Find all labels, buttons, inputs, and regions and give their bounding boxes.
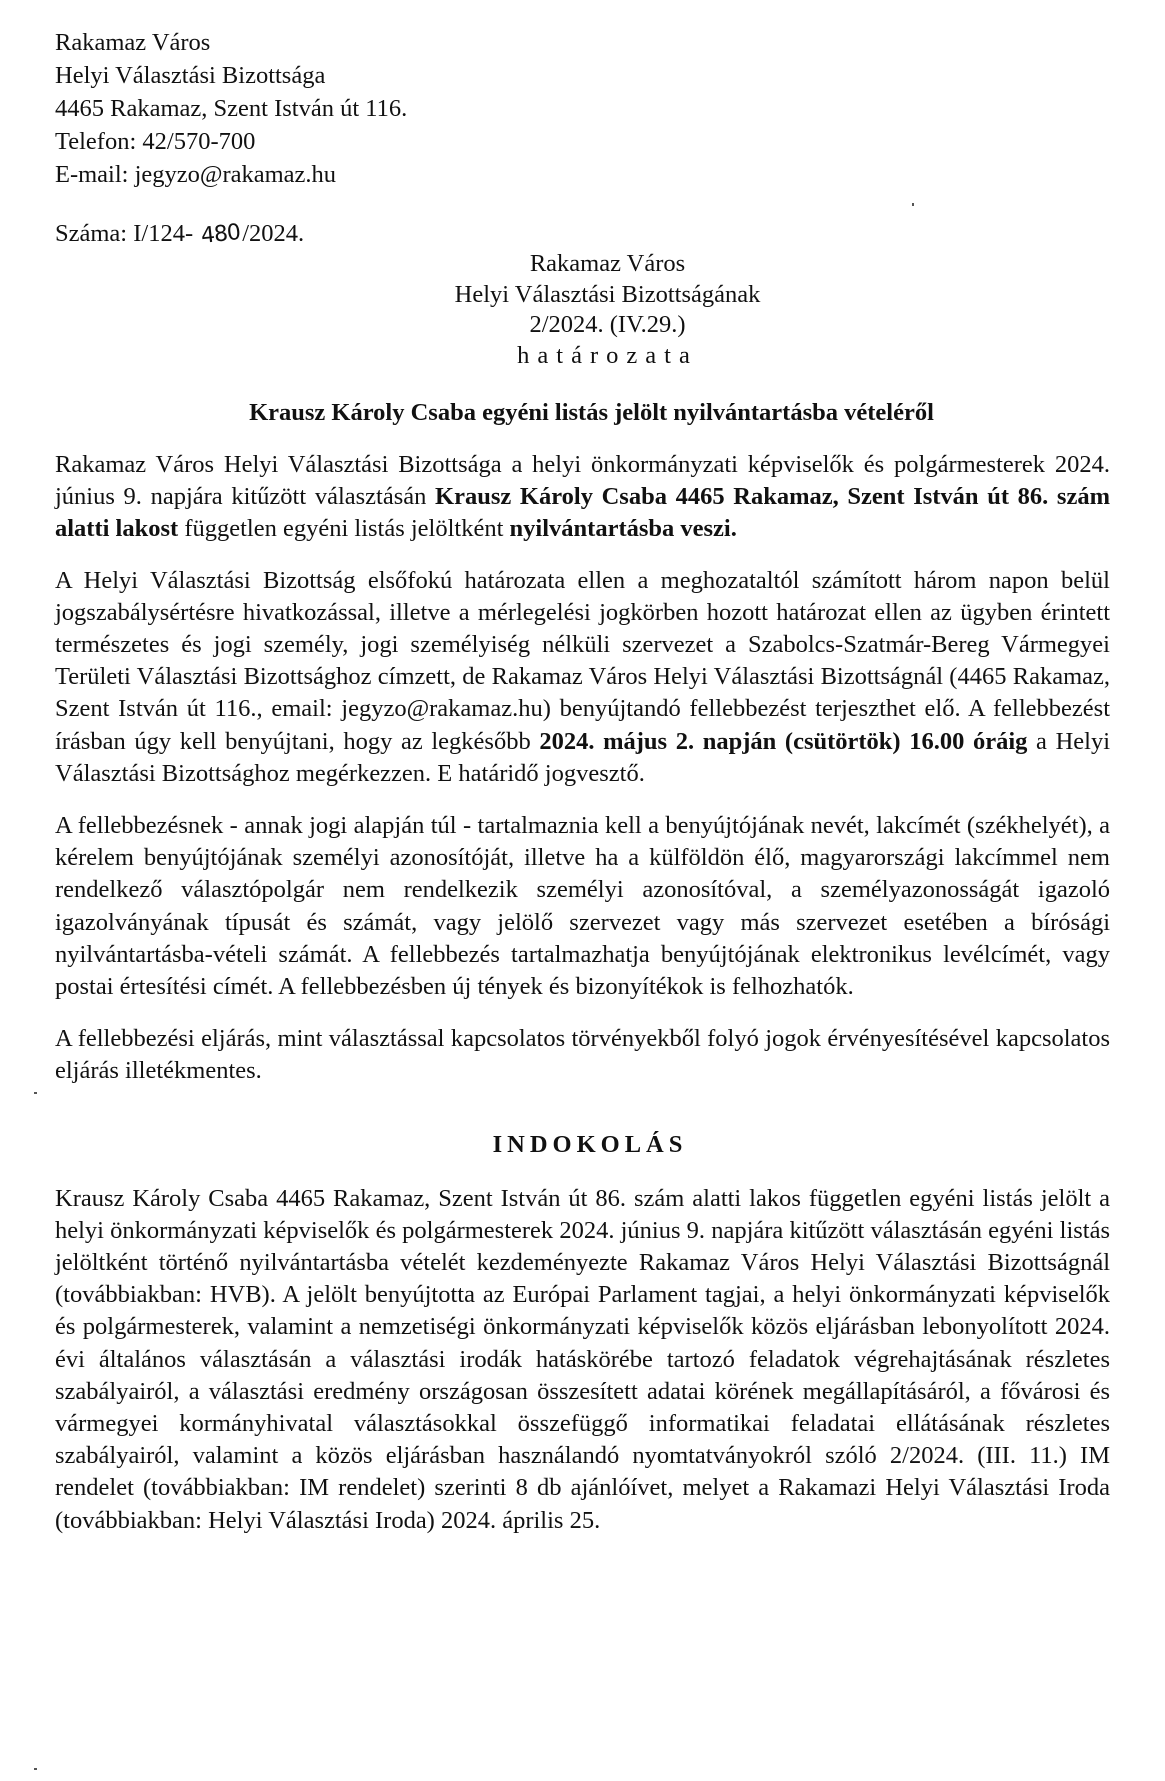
reference-number bbox=[55, 217, 1110, 251]
reasoning-paragraph: Krausz Károly Csaba 4465 Rakamaz, Szent István út 86. szám alatti lakos független egyéni listás jelölt a helyi önkormányzati képviselők és polgármesterek 2024. június 9. napjára kitűzött választásán egyéni listás jelöltként történő nyilvántartásba vételét kezdeményezte Rakamaz Város Helyi Választási Bizottságnál (továbbiakban: HVB). A jelölt benyújtotta az Európai Parlament tagjai, a helyi önkormányzati képviselők és polgármesterek, valamint a nemzetiségi önkormányzati képviselők közös eljárásban lebonyolított 2024. évi általános választásán a választási irodák hatáskörébe tartozó feladatok végrehajtásának részletes szabályairól, a választási eredmény országosan összesített adatai körének megállapításáról, a fővárosi és vármegyei kormányhivatal választásokkal összefüggő informatikai feladatai ellátásának részletes szabályairól, valamint a közös eljárásban használandó nyomtatványokról szóló 2/2024. (III. 11.) IM rendelet (továbbiakban: IM rendelet) szerinti 8 db ajánlóívet, melyet a Rakamazi Helyi Választási Iroda (továbbiakban: Helyi Választási Iroda) 2024. április 25. bbox=[55, 1184, 1110, 1534]
decision-heading-city: Rakamaz Város bbox=[529, 250, 686, 277]
issuer-address: 4465 Rakamaz, Szent István út 116. bbox=[55, 95, 408, 122]
document-page bbox=[55, 26, 1110, 1537]
appeal-paragraph bbox=[55, 565, 1110, 790]
reasoning-title: INDOKOLÁS bbox=[492, 1130, 688, 1158]
paragraph-text: Rakamaz Város Helyi Választási Bizottsága a helyi önkormányzati képviselők és polgármesterek 2024. június 9. napjára kitűzött választásán bbox=[55, 451, 1110, 511]
decision-heading-number: 2/2024. (IV.29.) bbox=[529, 311, 686, 338]
paragraph-text: független egyéni listás jelöltként bbox=[178, 515, 510, 543]
appeal-deadline: 2024. május 2. napján (csütörtök) 16.00 óráig bbox=[539, 727, 1028, 755]
reference-handwritten-number: 480 bbox=[200, 220, 242, 249]
decision-subject: Krausz Károly Csaba egyéni listás jelölt nyilvántartásba vételéről bbox=[249, 399, 934, 426]
paragraph-bold-text: Krausz Károly Csaba 4465 Rakamaz, Szent István út 86. szám alatti lakost bbox=[55, 483, 1110, 543]
appeal-content-paragraph: A fellebbezésnek - annak jogi alapján túl - tartalmaznia kell a benyújtójának nevét, lakcímét (székhelyét), a kérelem benyújtójának személyi azonosítóját, illetve ha a külföldön élő, magyarországi lakcímmel nem rendelkező választópolgár nem rendelkezik személyi azonosítóval, a személyazonosságát igazoló igazolványának típusát és számát, vagy jelölő szervezet vagy más szervezet esetében a bírósági nyilvántartásba-vételi számát. A fellebbezés tartalmazhatja benyújtójának elektronikus levélcímét, vagy postai értesítési címét. A fellebbezésben új tények és bizonyítékok is felhozhatók. bbox=[55, 812, 1110, 1001]
scan-speck bbox=[34, 1092, 37, 1094]
scan-speck bbox=[34, 1768, 37, 1770]
paragraph-text: A Helyi Választási Bizottság elsőfokú határozata ellen a meghozataltól számított három napon belül jogszabálysértésre hivatkozással, illetve a mérlegelési jogkörben hozott határozat ellen az ügyben érintett természetes és jogi személy, jogi személyiség nélküli szervezet a Szabolcs-Szatmár-Bereg Vármegyei Területi Választási Bizottsághoz címzett, de Rakamaz Város Helyi Választási Bizottságnál (4465 Rakamaz, Szent István út 116., email: jegyzo@rakamaz.hu) benyújtandó fellebbezést terjeszthet elő. A fellebbezést írásban úgy kell benyújtani, hogy az legkésőbb bbox=[55, 566, 1110, 755]
appeal-fee-paragraph: A fellebbezési eljárás, mint választással kapcsolatos törvényekből folyó jogok érvényesítésével kapcsolatos eljárás illetékmentes. bbox=[55, 1025, 1110, 1085]
issuer-name: Rakamaz Város bbox=[55, 29, 211, 56]
decision-heading bbox=[55, 249, 1110, 371]
issuer-committee: Helyi Választási Bizottsága bbox=[55, 62, 326, 89]
paragraph-text: a Helyi Választási Bizottsághoz megérkezzen. E határidő jogvesztő. bbox=[55, 727, 1111, 787]
issuer-phone: Telefon: 42/570-700 bbox=[55, 128, 256, 155]
decision-operative-paragraph bbox=[55, 449, 1110, 546]
decision-heading-type: határozata bbox=[517, 341, 698, 369]
paragraph-bold-text: nyilvántartásba veszi. bbox=[509, 515, 737, 543]
reference-prefix: Száma: I/124- bbox=[55, 220, 194, 247]
decision-heading-committee: Helyi Választási Bizottságának bbox=[454, 280, 761, 308]
reference-suffix: /2024. bbox=[242, 220, 305, 247]
issuer-header bbox=[55, 26, 1110, 191]
issuer-email: E-mail: jegyzo@rakamaz.hu bbox=[55, 161, 337, 188]
scan-speck bbox=[912, 203, 914, 206]
